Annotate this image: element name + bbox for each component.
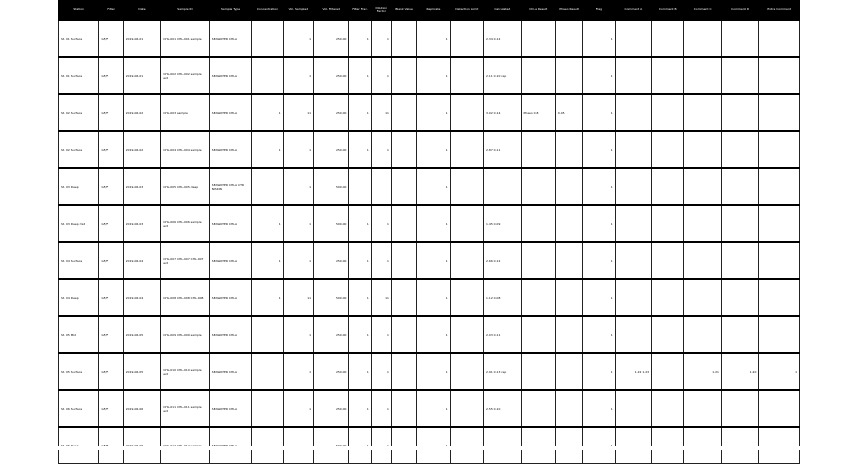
table-cell[interactable] [450, 205, 483, 242]
table-cell[interactable] [615, 279, 651, 316]
table-cell[interactable] [721, 242, 758, 279]
table-cell[interactable]: 2.34 0.12 [484, 20, 521, 57]
table-cell[interactable] [391, 94, 416, 131]
table-cell[interactable]: 3.02 0.14 [484, 94, 521, 131]
table-cell[interactable]: 1 [349, 131, 371, 168]
header-row [59, 0, 800, 20]
table-cell[interactable]: GF/F [99, 20, 123, 57]
table-cell[interactable]: 1.20 [721, 353, 758, 390]
table-cell[interactable]: 2.03 0.11 [484, 316, 521, 353]
table-cell[interactable] [721, 316, 758, 353]
table-cell[interactable]: 1 [283, 390, 313, 427]
table-cell[interactable] [391, 316, 416, 353]
table-cell[interactable]: 1 [349, 316, 371, 353]
table-cell[interactable] [615, 94, 651, 131]
table-cell[interactable] [450, 168, 483, 205]
table-cell[interactable]: 2019-06-01 [123, 57, 160, 94]
table-cell[interactable] [555, 353, 582, 390]
table-cell[interactable]: 1 [252, 242, 283, 279]
table-cell[interactable]: 2019-06-02 [123, 94, 160, 131]
table-cell[interactable]: CHL-010 CHL-010 sample ext [161, 353, 210, 390]
table-cell[interactable]: 1 [417, 316, 450, 353]
table-cell[interactable]: 1 [417, 390, 450, 427]
table-cell[interactable]: 1 [583, 316, 615, 353]
column-header[interactable]: Comment B [652, 0, 684, 20]
table-cell[interactable]: 1 [583, 20, 615, 57]
table-cell[interactable]: 1 [417, 94, 450, 131]
table-cell[interactable] [652, 242, 684, 279]
table-cell[interactable]: 1 [371, 205, 391, 242]
table-cell[interactable] [615, 390, 651, 427]
table-cell[interactable] [555, 57, 582, 94]
table-cell[interactable] [759, 279, 800, 316]
table-row [59, 131, 800, 168]
table-cell[interactable]: 500.00 [314, 168, 349, 205]
table-cell[interactable]: 1 [371, 353, 391, 390]
table-cell[interactable] [391, 242, 416, 279]
column-header[interactable]: Comment D [721, 0, 758, 20]
table-cell[interactable]: 1 [283, 316, 313, 353]
table-cell[interactable]: 1 [583, 168, 615, 205]
column-header[interactable]: Detection Limit [450, 0, 483, 20]
table-cell[interactable]: St. 02 Surface [59, 131, 99, 168]
table-cell[interactable]: CHL-004 CHL-004 sample [161, 131, 210, 168]
table-cell[interactable]: 1 [583, 131, 615, 168]
table-cell[interactable]: CHL-008 CHL-008 CHL-008 [161, 279, 210, 316]
table-cell[interactable]: SEAWATER CHLA [209, 353, 252, 390]
table-cell[interactable]: SEAWATER CHLA [209, 242, 252, 279]
table-cell[interactable] [450, 279, 483, 316]
column-header[interactable]: Sample ID [161, 0, 210, 20]
table-cell[interactable]: St. 02 Surface [59, 94, 99, 131]
table-cell[interactable]: St. 01 Surface [59, 57, 99, 94]
table-cell[interactable]: 1 [583, 205, 615, 242]
table-cell[interactable]: 250.00 [314, 57, 349, 94]
table-cell[interactable]: 1 [252, 205, 283, 242]
table-cell[interactable] [759, 168, 800, 205]
table-cell[interactable]: GF/F [99, 57, 123, 94]
table-cell[interactable]: SEAWATER CHLA [209, 94, 252, 131]
table-cell[interactable] [391, 131, 416, 168]
table-cell[interactable]: 11 [371, 279, 391, 316]
table-cell[interactable] [450, 390, 483, 427]
table-cell[interactable] [759, 57, 800, 94]
table-cell[interactable] [684, 131, 721, 168]
table-row [59, 279, 800, 316]
column-header[interactable]: Calculated [484, 0, 521, 20]
table-cell[interactable] [521, 242, 555, 279]
table-cell[interactable]: GF/F [99, 131, 123, 168]
table-cell[interactable] [521, 316, 555, 353]
table-cell[interactable] [759, 390, 800, 427]
table-cell[interactable] [721, 279, 758, 316]
column-header[interactable]: Extra Comment [759, 0, 800, 20]
table-cell[interactable] [684, 168, 721, 205]
table-cell[interactable] [684, 279, 721, 316]
column-header[interactable]: Comment A [615, 0, 651, 20]
table-cell[interactable]: 2019-06-03 [123, 205, 160, 242]
table-cell[interactable]: CHL-001 CHL-001 sample [161, 20, 210, 57]
table-row [59, 168, 800, 205]
table-cell[interactable]: 500.00 [314, 279, 349, 316]
table-row [59, 20, 800, 57]
column-header[interactable]: Filter Frac. [349, 0, 371, 20]
table-cell[interactable]: St. 01 Surface [59, 20, 99, 57]
table-cell[interactable]: 1 [583, 242, 615, 279]
table-cell[interactable]: CHL-009 CHL-009 sample [161, 316, 210, 353]
table-cell[interactable] [349, 168, 371, 205]
table-cell[interactable]: 1 [283, 131, 313, 168]
table-cell[interactable]: 1 [283, 168, 313, 205]
column-header[interactable]: Dilution Factor [371, 0, 391, 20]
table-cell[interactable]: 0.45 [555, 94, 582, 131]
table-cell[interactable]: GF/F [99, 94, 123, 131]
table-cell[interactable]: Phaeo 0.8 [521, 94, 555, 131]
table-cell[interactable] [391, 205, 416, 242]
table-cell[interactable]: 2019-06-01 [123, 20, 160, 57]
table-cell[interactable] [450, 353, 483, 390]
table-cell[interactable]: 250.00 [314, 390, 349, 427]
table-cell[interactable]: 1 [283, 353, 313, 390]
table-cell[interactable] [521, 168, 555, 205]
table-cell[interactable]: CHL-003 sample [161, 94, 210, 131]
table-cell[interactable]: 1 [371, 131, 391, 168]
table-row [59, 242, 800, 279]
table-cell[interactable] [721, 390, 758, 427]
table-cell[interactable]: GF/F [99, 168, 123, 205]
column-header[interactable]: Vol. Filtered [314, 0, 349, 20]
table-cell[interactable]: 1 [583, 94, 615, 131]
table-cell[interactable]: St. 03 Deep [59, 168, 99, 205]
table-cell[interactable]: 1 [417, 353, 450, 390]
table-cell[interactable]: 1 [417, 205, 450, 242]
table-cell[interactable]: 1 [349, 20, 371, 57]
table-cell[interactable]: GF/F [99, 353, 123, 390]
table-row [59, 353, 800, 390]
table-cell[interactable] [555, 131, 582, 168]
table-cell[interactable]: St. 05 Mid [59, 316, 99, 353]
table-cell[interactable]: 2019-06-04 [123, 242, 160, 279]
table-cell[interactable]: 2019-06-03 [123, 168, 160, 205]
table-cell[interactable]: 250.00 [314, 131, 349, 168]
table-cell[interactable]: 1 [417, 279, 450, 316]
table-cell[interactable] [252, 57, 283, 94]
column-header[interactable]: Blank Value [391, 0, 416, 20]
table-row [59, 57, 800, 94]
table-cell[interactable] [521, 205, 555, 242]
table-cell[interactable] [555, 316, 582, 353]
table-cell[interactable]: 500.00 [314, 205, 349, 242]
table-cell[interactable] [555, 242, 582, 279]
column-header[interactable]: Vol. Sampled [283, 0, 313, 20]
table-cell[interactable]: St. 03 Deep mid [59, 205, 99, 242]
table-cell[interactable] [615, 316, 651, 353]
table-cell[interactable]: 250.00 [314, 20, 349, 57]
table-cell[interactable] [521, 390, 555, 427]
table-cell[interactable] [391, 279, 416, 316]
column-header[interactable]: Chl-a Result [521, 0, 555, 20]
table-cell[interactable]: SEAWATER CHLA [209, 20, 252, 57]
table-cell[interactable]: SEAWATER CHLA [209, 316, 252, 353]
table-row [59, 316, 800, 353]
table-cell[interactable]: 250.00 [314, 353, 349, 390]
table-cell[interactable]: 2.87 0.11 [484, 131, 521, 168]
table-cell[interactable] [252, 353, 283, 390]
table-cell[interactable]: SEAWATER CHLA [209, 279, 252, 316]
table-cell[interactable]: 1 [349, 94, 371, 131]
table-cell[interactable]: GF/F [99, 316, 123, 353]
table-cell[interactable]: 1 [349, 353, 371, 390]
table-cell[interactable] [555, 205, 582, 242]
table-cell[interactable]: 2019-06-05 [123, 316, 160, 353]
table-cell[interactable] [615, 20, 651, 57]
table-cell[interactable]: 2019-06-06 [123, 390, 160, 427]
table-cell[interactable]: 1 [371, 20, 391, 57]
table-cell[interactable] [759, 94, 800, 131]
table-cell[interactable] [521, 353, 555, 390]
table-cell[interactable]: SEAWATER CHLA CTD NISKIN [209, 168, 252, 205]
table-cell[interactable] [615, 168, 651, 205]
table-cell[interactable] [555, 168, 582, 205]
table-cell[interactable]: CHL-002 CHL-002 sample ext [161, 57, 210, 94]
table-cell[interactable] [371, 168, 391, 205]
column-header[interactable]: Filter [99, 0, 123, 20]
table-cell[interactable] [721, 20, 758, 57]
table-cell[interactable] [615, 131, 651, 168]
table-cell[interactable]: CHL-007 CHL-007 CHL-007 ext [161, 242, 210, 279]
table-cell[interactable] [721, 57, 758, 94]
table-cell[interactable] [684, 94, 721, 131]
table-cell[interactable] [615, 57, 651, 94]
table-cell[interactable] [252, 316, 283, 353]
table-cell[interactable] [484, 168, 521, 205]
table-cell[interactable] [391, 353, 416, 390]
table-cell[interactable] [759, 205, 800, 242]
table-cell[interactable] [652, 316, 684, 353]
table-cell[interactable]: 250.00 [314, 94, 349, 131]
table-cell[interactable]: 1 [583, 279, 615, 316]
column-header[interactable]: Phaeo Result [555, 0, 582, 20]
table-cell[interactable] [615, 205, 651, 242]
table-cell[interactable]: 250.00 [314, 316, 349, 353]
table-cell[interactable]: GF/F [99, 390, 123, 427]
table-cell[interactable]: GF/F [99, 242, 123, 279]
table-cell[interactable]: 1 [349, 390, 371, 427]
table-cell[interactable] [652, 205, 684, 242]
table-cell[interactable]: 2.66 0.12 [484, 242, 521, 279]
column-header[interactable]: Replicate [417, 0, 450, 20]
table-cell[interactable] [450, 57, 483, 94]
table-cell[interactable] [391, 20, 416, 57]
table-cell[interactable]: St. 05 Surface [59, 353, 99, 390]
table-cell[interactable]: 1.22 1.23 [615, 353, 651, 390]
table-cell[interactable]: 250.00 [314, 242, 349, 279]
table-cell[interactable] [721, 168, 758, 205]
table-cell[interactable] [721, 205, 758, 242]
table-cell[interactable]: 11 [371, 94, 391, 131]
table-cell[interactable] [615, 242, 651, 279]
table-cell[interactable] [652, 279, 684, 316]
table-cell[interactable]: St. 06 Surface [59, 390, 99, 427]
table-cell[interactable]: 1.21 [684, 353, 721, 390]
table-cell[interactable] [759, 242, 800, 279]
table-cell[interactable]: 1 [349, 205, 371, 242]
table-cell[interactable]: SEAWATER CHLA [209, 131, 252, 168]
table-cell[interactable] [391, 168, 416, 205]
table-cell[interactable] [555, 279, 582, 316]
table-cell[interactable]: 1 [252, 131, 283, 168]
table-cell[interactable] [759, 316, 800, 353]
table-cell[interactable]: 2.11 0.10 rep [484, 57, 521, 94]
table-cell[interactable] [391, 390, 416, 427]
table-cell[interactable] [252, 168, 283, 205]
table-cell[interactable]: 2019-06-05 [123, 353, 160, 390]
table-cell[interactable] [252, 20, 283, 57]
column-header[interactable]: Sample Type [209, 0, 252, 20]
table-cell[interactable] [684, 57, 721, 94]
table-cell[interactable]: 2.91 0.13 rep [484, 353, 521, 390]
table-cell[interactable]: 1 [283, 205, 313, 242]
table-cell[interactable]: SEAWATER CHLA [209, 390, 252, 427]
table-row [59, 390, 800, 427]
table-cell[interactable] [652, 57, 684, 94]
table-cell[interactable]: 1 [283, 20, 313, 57]
table-cell[interactable] [450, 94, 483, 131]
table-cell[interactable]: GF/F [99, 279, 123, 316]
table-cell[interactable]: 11 [283, 279, 313, 316]
table-cell[interactable]: 2019-06-02 [123, 131, 160, 168]
table-row [59, 94, 800, 131]
column-header[interactable]: Station [59, 0, 99, 20]
table-cell[interactable] [759, 131, 800, 168]
table-cell[interactable]: CHL-006 CHL-006 sample ext [161, 205, 210, 242]
table-cell[interactable]: 1 [759, 353, 800, 390]
table-cell[interactable]: 1 [371, 390, 391, 427]
table-cell[interactable] [450, 242, 483, 279]
table-cell[interactable] [721, 94, 758, 131]
table-cell[interactable] [652, 390, 684, 427]
table-cell[interactable]: 1 [252, 94, 283, 131]
table-cell[interactable] [684, 20, 721, 57]
column-header[interactable]: Comment C [684, 0, 721, 20]
table-cell[interactable]: 1 [283, 242, 313, 279]
table-cell[interactable]: 1 [371, 242, 391, 279]
table-cell[interactable]: CHL-005 CHL-005 deep [161, 168, 210, 205]
table-cell[interactable]: 1.12 0.08 [484, 279, 521, 316]
table-cell[interactable] [684, 390, 721, 427]
table-cell[interactable]: 1 [252, 279, 283, 316]
table-cell[interactable]: St. 04 Surface [59, 242, 99, 279]
table-cell[interactable]: 1 [583, 57, 615, 94]
table-cell[interactable] [684, 316, 721, 353]
table-cell[interactable]: SEAWATER CHLA [209, 57, 252, 94]
table-row [59, 205, 800, 242]
table-cell[interactable]: CHL-011 CHL-011 sample ext [161, 390, 210, 427]
table-cell[interactable]: 2019-06-04 [123, 279, 160, 316]
table-cell[interactable]: 1 [349, 57, 371, 94]
table-cell[interactable] [759, 20, 800, 57]
table-cell[interactable]: 1 [417, 242, 450, 279]
table-cell[interactable] [684, 205, 721, 242]
table-cell[interactable] [521, 20, 555, 57]
table-cell[interactable]: 1 [283, 57, 313, 94]
table-cell[interactable] [450, 20, 483, 57]
table-cell[interactable]: 1 [349, 242, 371, 279]
table-cell[interactable]: 1 [417, 131, 450, 168]
table-cell[interactable]: St. 04 Deep [59, 279, 99, 316]
table-cell[interactable] [555, 20, 582, 57]
table-cell[interactable]: 1 [417, 57, 450, 94]
table-cell[interactable]: SEAWATER CHLA [209, 205, 252, 242]
table-cell[interactable]: GF/F [99, 205, 123, 242]
column-header[interactable]: Flag [583, 0, 615, 20]
table-cell[interactable]: 1 [371, 57, 391, 94]
table-cell[interactable] [391, 57, 416, 94]
table-cell[interactable] [652, 20, 684, 57]
table-cell[interactable] [555, 390, 582, 427]
table-cell[interactable] [521, 279, 555, 316]
table-cell[interactable]: 1 [583, 390, 615, 427]
column-header[interactable]: Date [123, 0, 160, 20]
table-cell[interactable] [521, 131, 555, 168]
table-cell[interactable]: 1 [417, 168, 450, 205]
column-header[interactable]: Concentration [252, 0, 283, 20]
table-cell[interactable]: 2.55 0.10 [484, 390, 521, 427]
table-cell[interactable] [721, 131, 758, 168]
table-cell[interactable] [450, 316, 483, 353]
table-cell[interactable]: 1 [349, 279, 371, 316]
bottom-edge [58, 446, 800, 450]
table-cell[interactable] [652, 168, 684, 205]
table-cell[interactable] [521, 57, 555, 94]
table-cell[interactable] [684, 242, 721, 279]
table-cell[interactable] [652, 131, 684, 168]
table-cell[interactable] [252, 390, 283, 427]
table-cell[interactable] [652, 94, 684, 131]
table-cell[interactable]: 1 [583, 353, 615, 390]
table-cell[interactable] [652, 353, 684, 390]
table-cell[interactable]: 11 [283, 94, 313, 131]
table-cell[interactable]: 1 [371, 316, 391, 353]
data-table [58, 0, 800, 464]
table-cell[interactable]: 1.45 0.09 [484, 205, 521, 242]
table-cell[interactable]: 1 [417, 20, 450, 57]
table-cell[interactable] [450, 131, 483, 168]
